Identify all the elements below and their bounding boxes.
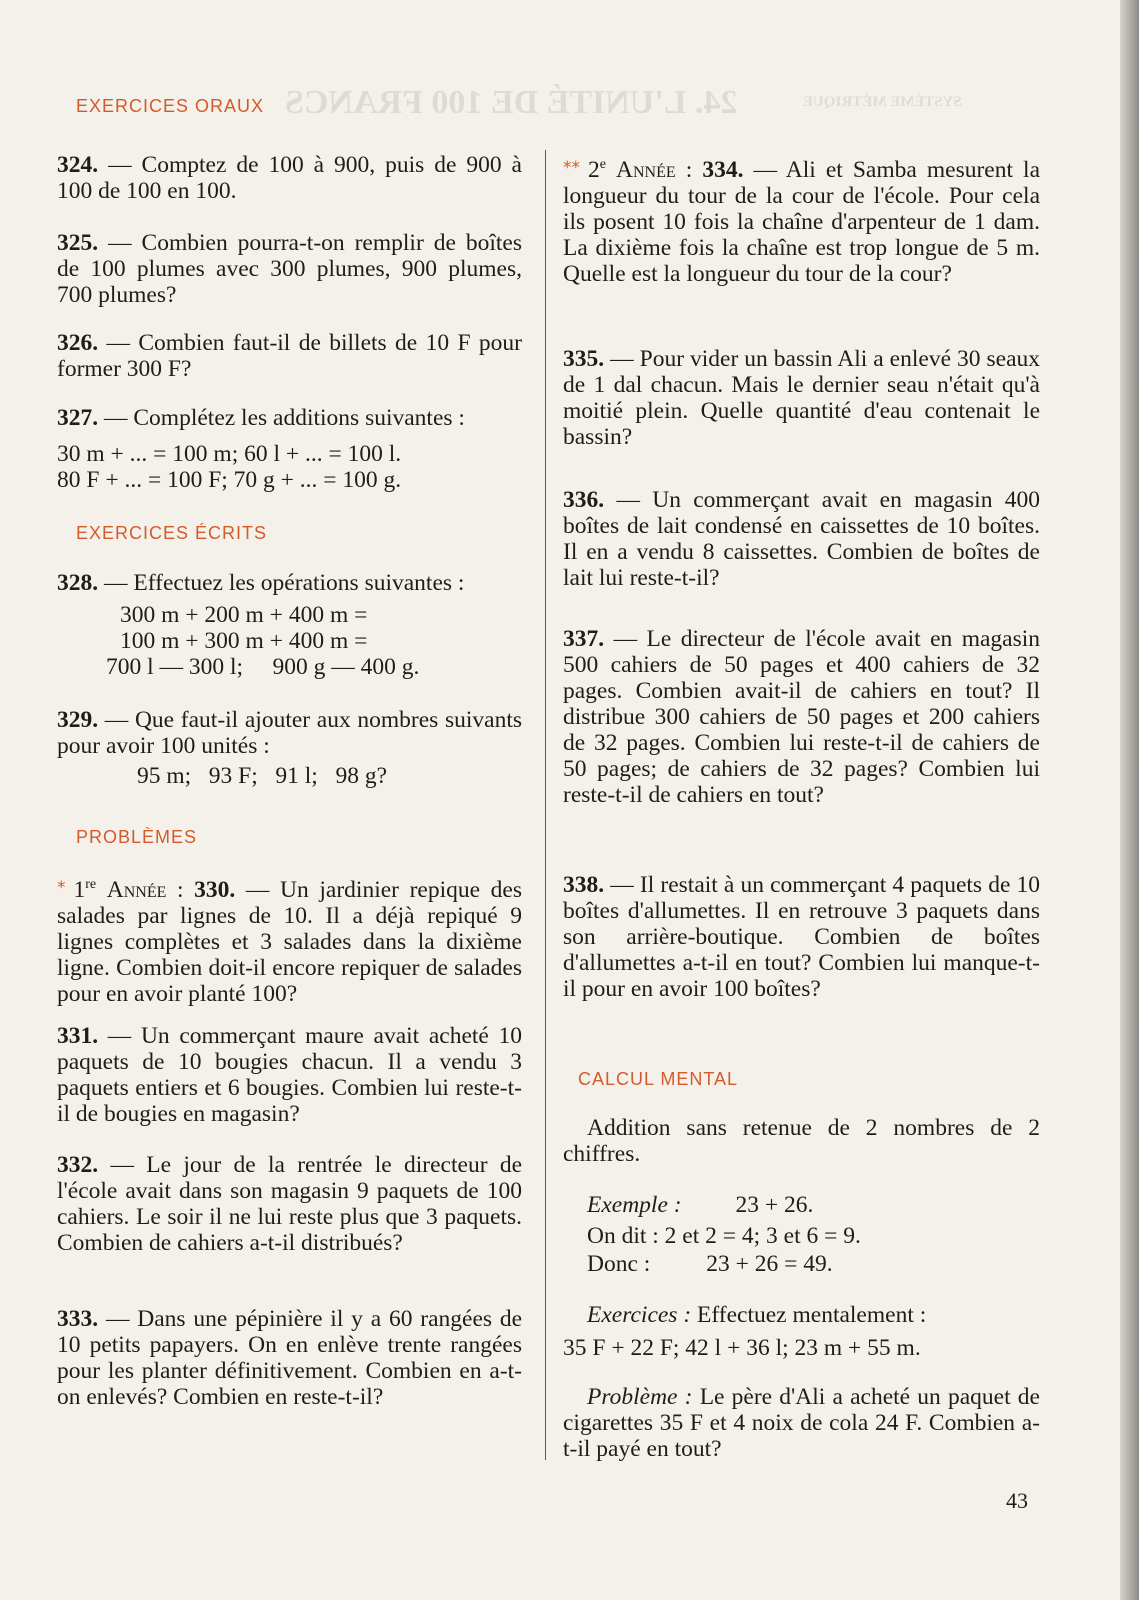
exercise-text: — Un commerçant avait en magasin 400 boîtes de lait condensé en caissettes de 10 boîtes. Il en a vendu 8 caissettes. Combien de boîtes de lait lui reste-t-il? xyxy=(563,487,1041,591)
exercise-324 xyxy=(57,152,522,204)
year-number: 1 xyxy=(73,876,86,903)
bleed-through-header: SYSTÈME MÉTRIQUE xyxy=(803,94,962,110)
exercise-number: 324. xyxy=(57,152,99,178)
donc-label: Donc : xyxy=(587,1251,651,1277)
page-edge-shadow xyxy=(1120,0,1139,1600)
exercise-text: — Il restait à un commerçant 4 paquets de 10 boîtes d'allumettes. Il en retrouve 3 paquets dans son arrière-boutique. Combien de boîtes d'allumettes a-t-il en tout? Combien lui manque-t-il pour en avoir 100 boîtes? xyxy=(563,872,1041,1002)
exercise-328-line-2: 100 m + 300 m + 400 m = xyxy=(120,628,368,654)
year-label: Année : xyxy=(106,876,184,903)
exercise-text: — Combien faut-il de billets de 10 F pour former 300 F? xyxy=(57,330,523,382)
page-number: 43 xyxy=(1006,1488,1028,1513)
difficulty-star: ** xyxy=(563,157,580,178)
exercise-text: — Le jour de la rentrée le directeur de l'école avait dans son magasin 9 paquets de 100 cahiers. Le soir il ne lui reste plus que 3 paquets. Combien de cahiers a-t-il distribués? xyxy=(57,1152,522,1256)
exercise-number: 331. xyxy=(57,1023,99,1049)
probleme-label: Problème : xyxy=(587,1384,693,1410)
exercise-327 xyxy=(57,405,522,431)
difficulty-star: * xyxy=(57,877,66,898)
exercise-text: — Ali et Samba mesurent la longueur du tour de la cour de l'école. Pour cela ils posent 10 fois la chaîne d'arpenteur de 1 dam. La dixième fois la chaîne est trop longue de 5 m. Quelle est la longueur du tour de la cour? xyxy=(563,156,1041,287)
year-superscript: re xyxy=(85,877,97,892)
exercices-label: Exercices : xyxy=(587,1302,692,1328)
exercise-number: 329. xyxy=(57,707,99,733)
exercise-number: 332. xyxy=(57,1152,99,1178)
exercise-328 xyxy=(57,570,522,596)
exercise-number: 326. xyxy=(57,330,99,356)
year-superscript: e xyxy=(599,157,606,172)
exercise-number: 327. xyxy=(57,405,99,431)
exercise-number: 330. xyxy=(194,876,236,903)
exercise-333 xyxy=(57,1306,522,1410)
exemple-value: 23 + 26. xyxy=(735,1192,814,1218)
donc-value: 23 + 26 = 49. xyxy=(706,1251,833,1277)
exercise-text: — Que faut-il ajouter aux nombres suivants pour avoir 100 unités : xyxy=(57,707,522,759)
probleme-text: Le père d'Ali a acheté un paquet de cigarettes 35 F et 4 noix de cola 24 F. Combien a-t-il payé en tout? xyxy=(563,1384,1040,1462)
calcul-exercices xyxy=(587,1302,926,1328)
heading-problemes: PROBLÈMES xyxy=(76,827,198,847)
bleed-through-title: 24. L'UNITÉ DE 100 FRANCS xyxy=(285,84,738,121)
exercise-327-line-2: 80 F + ... = 100 F; 70 g + ... = 100 g. xyxy=(57,467,402,493)
exercise-336 xyxy=(563,487,1040,591)
exercise-number: 325. xyxy=(57,230,99,256)
exercise-331 xyxy=(57,1023,522,1127)
exercise-329-line-1: 95 m; 93 F; 91 l; 98 g? xyxy=(137,763,388,789)
exercise-text: — Effectuez les opérations suivantes : xyxy=(104,570,465,596)
exercise-328-line-3: 700 l — 300 l; 900 g — 400 g. xyxy=(106,654,420,680)
exercise-327-line-1: 30 m + ... = 100 m; 60 l + ... = 100 l. xyxy=(57,441,402,467)
calcul-probleme xyxy=(563,1384,1040,1462)
exercise-text: — Dans une pépinière il y a 60 rangées de 10 petits papayers. On en enlève trente rangées pour les planter définitivement. Combien en a-t-on enlevés? Combien en reste-t-il? xyxy=(57,1306,522,1410)
calcul-exemple xyxy=(587,1192,813,1218)
exercise-338 xyxy=(563,872,1040,1002)
exercise-328-line-1: 300 m + 200 m + 400 m = xyxy=(120,602,368,628)
exercise-335 xyxy=(563,346,1040,450)
calcul-ondit: On dit : 2 et 2 = 4; 3 et 6 = 9. xyxy=(587,1223,861,1249)
heading-exercices-ecrits: EXERCICES ÉCRITS xyxy=(76,523,268,543)
exercise-number: 333. xyxy=(57,1306,99,1332)
calcul-exercices-line: 35 F + 22 F; 42 l + 36 l; 23 m + 55 m. xyxy=(563,1335,921,1361)
calcul-intro: Addition sans retenue de 2 nombres de 2 chiffres. xyxy=(563,1115,1040,1167)
exercise-325 xyxy=(57,230,522,308)
exercise-text: — Comptez de 100 à 900, puis de 900 à 100 de 100 en 100. xyxy=(57,152,522,204)
heading-exercices-oraux: EXERCICES ORAUX xyxy=(76,96,265,116)
exercise-number: 335. xyxy=(563,346,605,372)
exercise-number: 337. xyxy=(563,626,605,652)
exercise-text: — Pour vider un bassin Ali a enlevé 30 seaux de 1 dal chacun. Mais le dernier seau n'était qu'à moitié plein. Quelle quantité d'eau contenait le bassin? xyxy=(563,346,1041,450)
exercise-330 xyxy=(57,872,522,1007)
exercise-text: — Un jardinier repique des salades par lignes de 10. Il a déjà repiqué 9 lignes complètes et 3 salades dans la dixième ligne. Combien doit-il encore repiquer de salades pour en avoir planté 100? xyxy=(57,876,523,1007)
exercise-332 xyxy=(57,1152,522,1256)
exercise-number: 338. xyxy=(563,872,605,898)
exercise-text: — Complétez les additions suivantes : xyxy=(104,405,465,431)
exercise-text: — Un commerçant maure avait acheté 10 paquets de 10 bougies chacun. Il a vendu 3 paquets entiers et 6 bougies. Combien lui reste-t-il de bougies en magasin? xyxy=(57,1023,523,1127)
exercise-337 xyxy=(563,626,1040,808)
calcul-donc xyxy=(587,1251,833,1277)
year-number: 2 xyxy=(588,156,600,183)
exercise-text: — Le directeur de l'école avait en magasin 500 cahiers de 50 pages et 400 cahiers de 32 pages. Combien avait-il de cahiers en tout? Il distribue 300 cahiers de 50 pages et 200 cahiers de 32 pages. Combien lui reste-t-il de cahiers de 50 pages; de cahiers de 32 pages? Combien lui reste-t-il de cahiers en tout? xyxy=(563,626,1041,808)
exercise-number: 328. xyxy=(57,570,99,596)
exercise-326 xyxy=(57,330,522,382)
year-label: Année : xyxy=(616,156,693,183)
exercise-text: — Combien pourra-t-on remplir de boîtes de 100 plumes avec 300 plumes, 900 plumes, 700 plumes? xyxy=(57,230,522,308)
exercise-334 xyxy=(563,152,1040,287)
exercise-number: 336. xyxy=(563,487,605,513)
column-divider xyxy=(545,150,546,1460)
exemple-label: Exemple : xyxy=(587,1192,682,1218)
exercise-329 xyxy=(57,707,522,759)
exercise-number: 334. xyxy=(702,156,744,183)
exercices-text: Effectuez mentalement : xyxy=(697,1302,927,1328)
heading-calcul-mental: CALCUL MENTAL xyxy=(578,1069,739,1089)
